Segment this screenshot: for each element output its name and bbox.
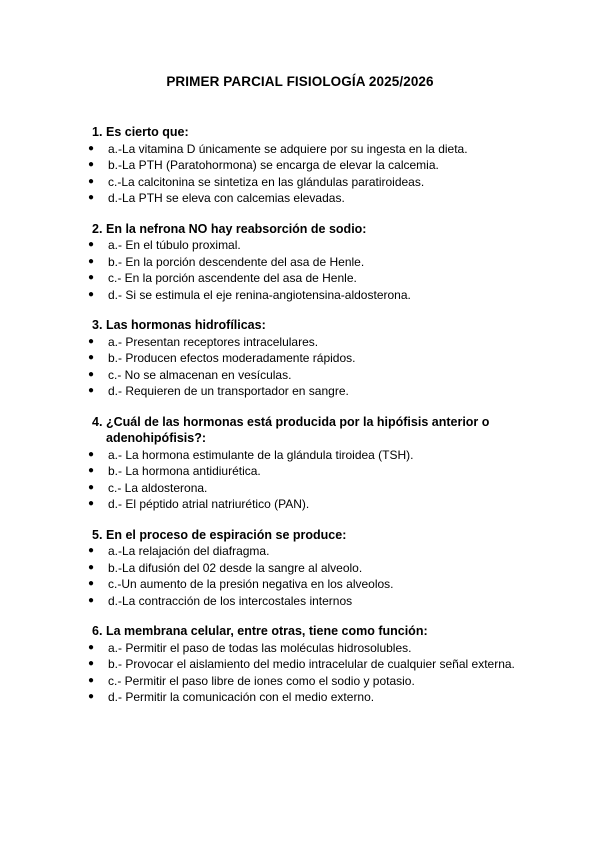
question-text: Es cierto que: [106,125,189,139]
option-b [0,463,600,480]
question-2 [0,221,600,304]
option-text: a.- En el túbulo proximal. [108,238,241,252]
bullet-icon: ● [88,272,95,283]
question-text: En la nefrona NO hay reabsorción de sodio: [106,221,367,236]
bullet-icon: ● [88,368,95,380]
option-text: d.-La contracción de los intercostales internos [108,593,353,608]
question-4 [0,414,600,513]
question-6 [0,623,600,706]
option-c [0,480,600,497]
option-a [0,237,600,254]
question-text: La membrana celular, entre otras, tiene como función: [106,624,428,638]
option-b [0,560,600,577]
bullet-icon: ● [88,481,95,493]
bullet-icon: ● [88,288,95,300]
option-list [0,141,600,207]
option-text: b.- La hormona antidiurética. [108,464,261,478]
bullet-icon: ● [88,691,95,702]
option-list [0,237,600,303]
question-header [0,221,600,238]
question-number: 4. [92,414,103,429]
page-title: PRIMER PARCIAL FISIOLOGÍA 2025/2026 [166,74,434,89]
question-3 [0,317,600,400]
bullet-icon: ● [88,561,95,573]
option-b [0,350,600,367]
bullet-icon: ● [88,192,95,203]
question-text: ¿Cuál de las hormonas está producida por la hipófisis anterior o adenohipófisis?: [106,414,490,445]
question-header [0,317,600,334]
option-text: b.-La difusión del 02 desde la sangre al alveolo. [108,560,363,575]
bullet-icon: ● [88,641,95,653]
option-text: d.- Permitir la comunicación con el medio externo. [108,690,375,704]
option-text: d.- Requieren de un transportador en sangre. [108,384,349,398]
bullet-icon: ● [88,594,95,606]
option-text: c.- La aldosterona. [108,480,208,495]
bullet-icon: ● [88,385,95,396]
option-d [0,689,600,706]
option-a [0,447,600,464]
option-list [0,334,600,400]
question-number: 3. [92,318,103,332]
option-list [0,543,600,609]
option-list [0,447,600,513]
option-d [0,383,600,400]
bullet-icon: ● [88,335,95,347]
bullet-icon: ● [88,578,95,589]
option-d [0,496,600,513]
option-list [0,640,600,706]
option-text: a.-La relajación del diafragma. [108,544,270,558]
option-c [0,673,600,690]
bullet-icon: ● [88,255,95,267]
option-c [0,576,600,593]
option-text: a.- Permitir el paso de todas las moléculas hidrosolubles. [108,640,412,655]
bullet-icon: ● [88,159,95,170]
question-5 [0,527,600,610]
option-c [0,174,600,191]
option-text: c.- En la porción ascendente del asa de Henle. [108,271,357,285]
bullet-icon: ● [88,142,95,154]
option-a [0,640,600,657]
option-b [0,157,600,174]
question-header [0,527,600,544]
option-c [0,270,600,287]
option-text: c.-La calcitonina se sintetiza en las glándulas paratiroideas. [108,174,425,189]
question-number: 6. [92,624,103,638]
option-text: b.- Provocar el aislamiento del medio intracelular de cualquier señal externa. [108,657,515,671]
option-text: a.- Presentan receptores intracelulares. [108,334,319,349]
option-text: b.-La PTH (Paratohormona) se encarga de elevar la calcemia. [108,158,439,172]
bullet-icon: ● [88,465,95,476]
bullet-icon: ● [88,448,95,460]
question-list [0,124,600,720]
question-text: Las hormonas hidrofílicas: [106,318,266,332]
option-c [0,367,600,384]
option-text: d.- Si se estimula el eje renina-angiotensina-aldosterona. [108,287,411,302]
option-a [0,543,600,560]
question-number: 2. [92,221,103,236]
option-d [0,287,600,304]
bullet-icon: ● [88,498,95,509]
option-a [0,141,600,158]
option-text: d.- El péptido atrial natriurético (PAN). [108,497,310,511]
question-header [0,414,600,447]
bullet-icon: ● [88,658,95,669]
question-header [0,124,600,141]
bullet-icon: ● [88,674,95,686]
question-number: 1. [92,125,103,139]
option-b [0,656,600,673]
option-text: a.-La vitamina D únicamente se adquiere por su ingesta en la dieta. [108,141,468,156]
bullet-icon: ● [88,545,95,556]
option-a [0,334,600,351]
option-text: b.- En la porción descendente del asa de Henle. [108,254,365,269]
option-text: b.- Producen efectos moderadamente rápidos. [108,351,356,365]
bullet-icon: ● [88,239,95,250]
question-1 [0,124,600,207]
option-b [0,254,600,271]
option-text: a.- La hormona estimulante de la glándula tiroidea (TSH). [108,447,414,462]
question-number: 5. [92,527,103,542]
bullet-icon: ● [88,175,95,187]
bullet-icon: ● [88,352,95,363]
option-text: c.- Permitir el paso libre de iones como el sodio y potasio. [108,673,415,688]
option-text: d.-La PTH se eleva con calcemias elevadas. [108,191,345,205]
option-text: c.- No se almacenan en vesículas. [108,367,292,382]
option-text: c.-Un aumento de la presión negativa en los alveolos. [108,577,394,591]
option-d [0,190,600,207]
option-d [0,593,600,610]
question-text: En el proceso de espiración se produce: [106,527,347,542]
question-header [0,623,600,640]
